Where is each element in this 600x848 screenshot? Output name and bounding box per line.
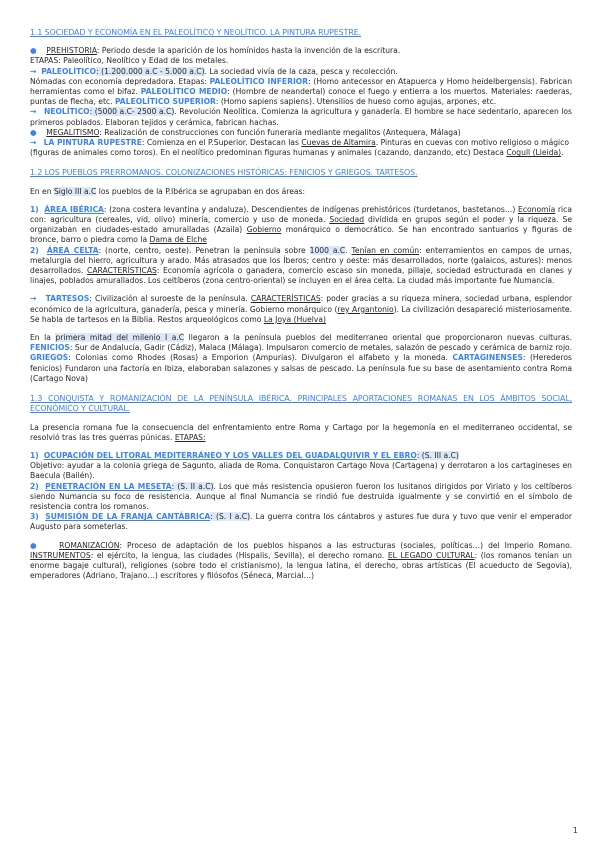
tartesos-text-3: ). La civilización desapareció misteriosamente. Se habla de tartesos en la Biblia. Restos arqueológicos como bbox=[30, 304, 572, 324]
iberica-text-3: dividida en grupos según el poder y la riqueza. Se organizaban en ciudades-estado amuralladas (Azaila) bbox=[30, 215, 573, 235]
etapa-3-label: SUMISIÓN DE LA FRANJA CANTÁBRICA bbox=[45, 512, 211, 522]
economia-term: Economía bbox=[518, 204, 556, 214]
area-iberica-paragraph bbox=[30, 205, 572, 246]
megalitismo-text: : Realización de construcciones con función funeraria mediante megalitos (Antequera, Málaga) bbox=[99, 127, 461, 137]
sociedad-term: Sociedad bbox=[329, 215, 365, 225]
griegos-label: GRIEGOS bbox=[30, 353, 69, 363]
prehistoria-label: PREHISTORIA bbox=[46, 46, 97, 56]
joya-term: La Joya (Huelva) bbox=[263, 314, 326, 324]
superior-label: PALEOLÍTICO SUPERIOR bbox=[114, 97, 216, 107]
paleolitico-label: PALEOLÍTICO bbox=[41, 66, 97, 76]
celta-text-3: : enterramientos en campos de urnas, metalurgia del hierro, agricultura y arado. Más atrasados que los Íberos; centro y oeste: más desarrollados, norte (galaicos, astures): menos desarrollados. bbox=[30, 245, 572, 276]
etapas-term: ETAPAS: bbox=[174, 432, 206, 442]
nomadas-text: Nómadas con economía depredadora. Etapas: bbox=[30, 76, 210, 86]
iberica-text-2: rica con: agricultura (cereales, vid, olivo) minería, comercio y uso de moneda. bbox=[30, 204, 572, 225]
etapa-3-paragraph bbox=[30, 512, 572, 532]
item-number: 1) bbox=[30, 204, 42, 214]
item-number: 3) bbox=[30, 512, 43, 522]
item-number: 1) bbox=[30, 450, 42, 460]
col-text: En la bbox=[30, 333, 56, 343]
roma-intro bbox=[30, 423, 572, 443]
medio-text: : (Hombre de neandertal) conoce el fuego y entierra a los muertos. Materiales: raederas, puntas de flecha, etc. bbox=[30, 87, 572, 107]
fenicios-text: : Sur de Andalucía, Gadir (Cádiz), Malaca (Málaga). Impulsaron comercio de metales, salazón de pescado y cerámica de barniz rojo. bbox=[69, 343, 572, 353]
romanizacion-paragraph bbox=[30, 541, 572, 582]
gobierno-term: Gobierno bbox=[246, 225, 282, 235]
neolitico-label: NEOLÍTICO bbox=[43, 107, 90, 117]
col-text-2: llegaron a la península pueblos del mediterraneo oriental que proporcionaron nuevas culturas. bbox=[184, 333, 573, 343]
medio-label: PALEOLÍTICO MEDIO bbox=[140, 87, 228, 97]
page-number: 1 bbox=[572, 826, 578, 835]
item-number: 2) bbox=[30, 481, 43, 491]
period: . bbox=[561, 148, 564, 158]
section-2-title: 1.2 LOS PUEBLOS PRERROMANOS. COLONIZACIONES HISTÓRICAS: FENICIOS Y GRIEGOS. TARTESOS. bbox=[30, 168, 418, 178]
dama-elche-term: Dama de Elche bbox=[149, 235, 207, 245]
romanizacion-label: ROMANIZACIÓN bbox=[59, 540, 120, 550]
romanizacion-text-3: : (los romanos tenían un enorme bagaje cultural), religiones (sobre todo el cristianismo), la lengua latina, el derecho, obras artísticas (El acueducto de Segovia), emperadores (Adriano, Trajano…) escritores y filósofos (Séneca, Marcial…) bbox=[30, 550, 572, 581]
paleolitico-text: . La sociedad vivía de la caza, pesca y recolección. bbox=[204, 66, 398, 76]
megalitismo-paragraph bbox=[30, 128, 572, 138]
bullet: ● bbox=[30, 540, 40, 550]
legado-term: EL LEGADO CULTURAL bbox=[387, 550, 475, 560]
cogull-link: Cogull (Lleida) bbox=[506, 148, 562, 158]
etapa-3-text: . La guerra contra los cántabros y astures fue dura y tuvo que venir el emperador Augusto para someterlas. bbox=[30, 512, 573, 532]
neolitico-dates: : (5000 a.C- 2500 a.C) bbox=[89, 107, 175, 117]
altamira-link: Cuevas de Altamira bbox=[301, 138, 376, 148]
inferior-label: PALEOLÍTICO INFERIOR bbox=[209, 76, 309, 86]
etapa-1-date: : (S. III a.C) bbox=[416, 450, 459, 460]
areas-intro bbox=[30, 187, 572, 197]
tartesos-label: TARTESOS bbox=[45, 294, 90, 304]
etapa-2-date: : (S. II a.C) bbox=[171, 481, 214, 491]
etapa-2-label: PENETRACIÓN EN LA MESETA bbox=[45, 481, 172, 491]
pintura-text-2: . Pinturas en cuevas con motivo religioso o mágico (figuras de animales como toros). En el neolítico predominan figuras humanas y animales (cazando, danzando, etc) Destaca bbox=[30, 138, 569, 158]
tartesos-caract-term: CARACTERÍSTICAS bbox=[250, 294, 321, 304]
prehistoria-text: : Periodo desde la aparición de los homínidos hasta la invención de la escritura. bbox=[96, 46, 401, 56]
megalitismo-label: MEGALITISMO bbox=[46, 127, 100, 137]
tenian-term: Tenían en común bbox=[351, 245, 420, 255]
etapa-2-paragraph bbox=[30, 482, 572, 513]
celta-date-highlight: 1000 a.C bbox=[309, 245, 346, 255]
bullet: ● bbox=[30, 46, 37, 56]
neolitico-paragraph bbox=[30, 107, 572, 127]
document-page bbox=[30, 28, 572, 581]
arrow-icon: → bbox=[30, 107, 37, 117]
arrow-icon: → bbox=[30, 66, 37, 76]
etapa-3-date: : (S. I a.C) bbox=[210, 512, 251, 522]
griegos-text: : Colonias como Rhodes (Rosas) a Emporion (Ampurias). Divulgaron el alfabeto y la moneda. bbox=[68, 353, 453, 363]
romanizacion-text: : Proceso de adaptación de los pueblos hispanos a las estructuras (sociales, políticas…) del Imperio Romano. bbox=[119, 540, 572, 550]
tartesos-text-2: : poder gracias a su riqueza minera, sociedad urbana, esplendor económico de la agricultura, ganadería, pesca y minería. Gobierno monárquico ( bbox=[30, 294, 572, 314]
argantonio-term: rey Argantonio bbox=[337, 304, 394, 314]
arrow-icon: → bbox=[30, 294, 37, 304]
iberica-text: : (zona costera levantina y andaluza). Descendientes de indígenas prehistóricos (turdetanos, bastetanos…) bbox=[103, 204, 519, 214]
roma-intro-text: La presencia romana fue la consecuencia del enfrentamiento entre Roma y Cartago por la hegemonía en el mediterraneo occidental, se resolvió tras las tres guerras púnicas. bbox=[30, 422, 572, 442]
superior-text: : (Homo sapiens sapiens). Utensilios de hueso como agujas, arpones, etc. bbox=[215, 97, 497, 107]
iberica-label: ÁREA IBÉRICA bbox=[44, 204, 104, 214]
celta-text-2: . bbox=[345, 245, 352, 255]
section-3-title: 1.3 CONQUISTA Y ROMANIZACIÓN DE LA PENÍNSULA IBÉRICA. PRINCIPALES APORTACIONES ROMANAS EN LOS ÁMBITOS SOCIAL, ECONÓMICO Y CULTURAL. bbox=[30, 394, 572, 414]
celta-text: : (norte, centro, oeste). Penetran la península sobre bbox=[98, 245, 310, 255]
neolitico-text: . Revolución Neolítica. Comienza la agricultura y ganadería. El hombre se hace sedentario, aparecen los primeros poblados. Elaboran tejidos y cerámica, fabrican hachas. bbox=[30, 107, 572, 127]
cartagineses-label: CARTAGINENSES bbox=[452, 353, 523, 363]
instrumentos-term: INSTRUMENTOS bbox=[30, 550, 91, 560]
intro-text: En en bbox=[30, 186, 54, 196]
etapa-1-heading bbox=[30, 451, 572, 461]
etapas-line: ETAPAS: Paleolítico, Neolítico y Edad de los metales. bbox=[30, 56, 229, 66]
pintura-paragraph bbox=[30, 138, 572, 158]
iberica-text-4: monárquico o democrático. Se han encontrado santuarios y figuras de bronce, barro o piedra como la bbox=[30, 225, 573, 245]
area-celta-paragraph bbox=[30, 246, 572, 287]
bullet: ● bbox=[30, 127, 37, 137]
inferior-text: : (Homo antecessor en Atapuerca y Homo heidelbergensis). Fabrican herramientas como el bifaz. bbox=[30, 76, 573, 97]
siglo-highlight: Siglo III a.C bbox=[53, 186, 97, 196]
celta-label: ÁREA CELTA bbox=[46, 245, 99, 255]
etapa-1-label: OCUPACIÓN DEL LITORAL MEDITERRÁNEO Y LOS VALLES DEL GUADALQUIVIR Y EL EBRO bbox=[43, 450, 417, 460]
etapa-1-text: Objetivo: ayudar a la colonia griega de Sagunto, aliada de Roma. Conquistaron Cartago Nova (Cartagena) y derrotaron a los cartagineses en Baecula (Bailén). bbox=[30, 461, 572, 481]
paleolitico-stages bbox=[30, 77, 572, 108]
colonizaciones-paragraph bbox=[30, 333, 572, 384]
romanizacion-text-2: : el ejército, la lengua, las ciudades (Hispalis, Sevilla), el derecho romano. bbox=[90, 550, 388, 560]
paleolitico-dates: : (1.200.000 a.C - 5.000 a.C) bbox=[96, 66, 205, 76]
pintura-text: : Comienza en el P.Superior. Destacan las bbox=[141, 138, 302, 148]
milenio-highlight: primera mitad del milenio I a.C bbox=[55, 333, 185, 343]
intro-text-2: los pueblos de la P.Ibérica se agrupaban en dos áreas: bbox=[96, 186, 306, 196]
section-1-title: 1.1 SOCIEDAD Y ECONOMÍA EN EL PALEOLÍTICO Y NEOLÍTICO. LA PINTURA RUPESTRE. bbox=[30, 28, 361, 37]
caracteristicas-term: CARACTERÍSTICAS bbox=[87, 266, 157, 276]
pintura-label: LA PINTURA RUPESTRE bbox=[43, 138, 142, 148]
tartesos-text: : Civilización al suroeste de la península. bbox=[89, 294, 251, 304]
item-number: 2) bbox=[30, 245, 43, 255]
celta-text-4: : Economía agrícola o ganadera, comercio escaso sin moneda, pillaje, sociedad estructurada en clanes y linajes, poblados amurallados. Los celtíberos (zona centro-oriental) se incluyen en el área celta. La ciudad más importante fue Numancia. bbox=[30, 266, 572, 286]
paleolitico-paragraph bbox=[30, 67, 572, 77]
tartesos-paragraph bbox=[30, 294, 572, 325]
fenicios-label: FENICIOS bbox=[30, 343, 70, 353]
cartagineses-text: : (Herederos fenicios) Fundaron una factoría en Ibiza, elaboraban salazones y salsas de pescado. La península fue su base de asentamiento contra Roma (Cartago Nova) bbox=[30, 353, 572, 383]
etapa-2-text: . Los que más resistencia opusieron fueron los lusitanos dirigidos por Viriato y los celtíberos siendo Numancia su foco de resistencia. Aunque al final Numancia se rindió fue destruida igualmente y se convirtió en el símbolo de resistencia contra los romanos. bbox=[30, 481, 572, 511]
arrow-icon: → bbox=[30, 138, 37, 148]
prehistoria-paragraph bbox=[30, 46, 572, 56]
